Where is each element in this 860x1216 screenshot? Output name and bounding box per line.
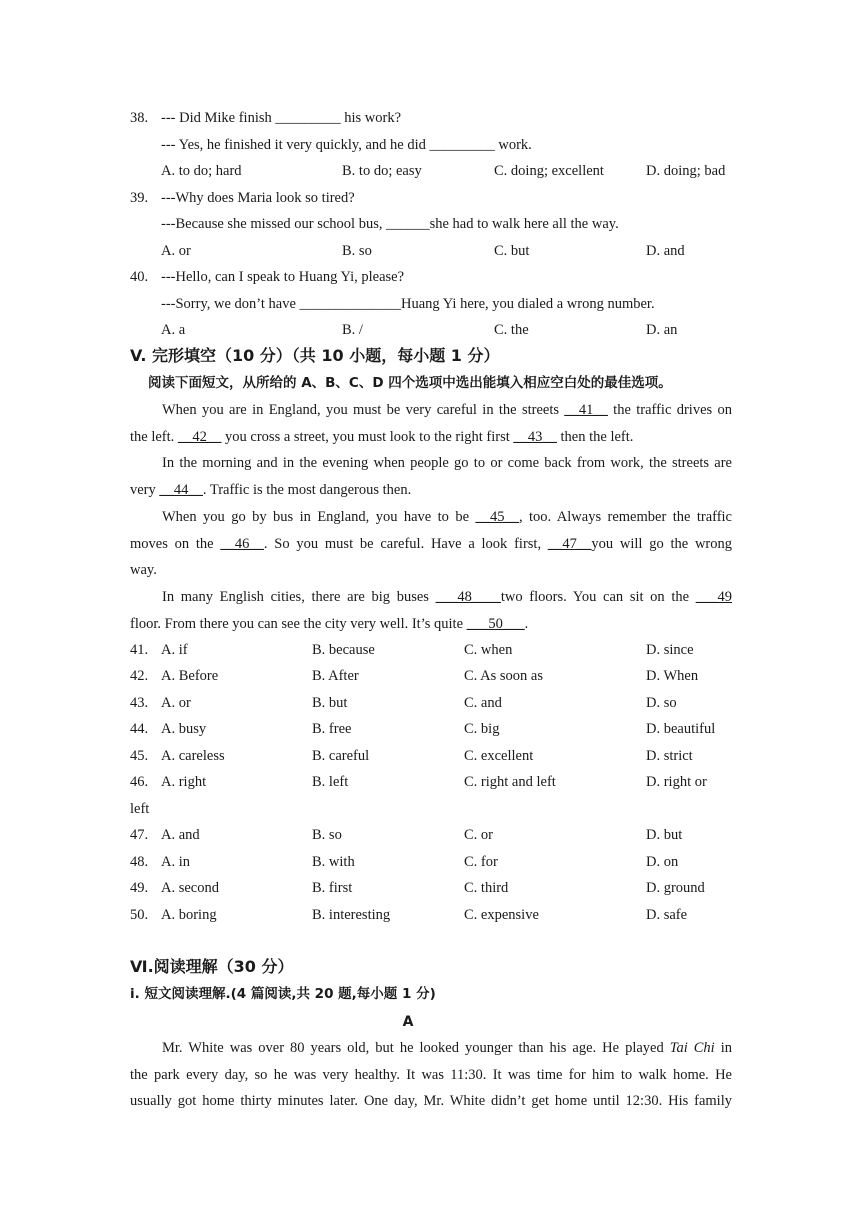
option-a: A. second — [161, 880, 219, 896]
question-number: 45. — [130, 748, 149, 764]
option-c: C. the — [494, 322, 529, 338]
question-number: 42. — [130, 668, 149, 684]
question-line: ---Hello, can I speak to Huang Yi, please? — [161, 269, 405, 285]
passage-line: the park every day, so he was very healthy. It was 11:30. It was time for him to walk home. He — [130, 1066, 732, 1083]
option-b: B. left — [312, 774, 349, 790]
option-b: B. because — [312, 642, 375, 658]
passage-line: Mr. White was over 80 years old, but he looked younger than his age. He played Tai Chi in — [162, 1040, 732, 1056]
option-c: C. right and left — [464, 774, 556, 790]
question-number: 48. — [130, 854, 149, 870]
option-d: D. and — [646, 243, 685, 259]
italic-term: Tai Chi — [669, 1040, 715, 1056]
option-b: B. interesting — [312, 907, 391, 923]
passage-line: usually got home thirty minutes later. One day, Mr. White didn’t get home until 12:30. His family — [130, 1093, 732, 1110]
question-number: 41. — [130, 642, 149, 658]
option-d: D. strict — [646, 748, 693, 764]
option-a: A. in — [161, 854, 190, 870]
passage-line: When you are in England, you must be very careful in the streets __41__ the traffic drives on — [162, 402, 732, 418]
blank-49: ___49 — [695, 588, 732, 605]
option-b: B. but — [312, 695, 348, 711]
blank-45: __45__ — [475, 508, 519, 525]
option-d: D. so — [646, 695, 677, 711]
question-line: ---Why does Maria look so tired? — [161, 190, 355, 206]
option-a: A. to do; hard — [161, 163, 242, 179]
option-c: C. or — [464, 827, 493, 843]
option-b: B. with — [312, 854, 355, 870]
option-c: C. third — [464, 880, 509, 896]
blank-43: __43__ — [513, 428, 557, 445]
option-d: D. an — [646, 322, 678, 338]
option-b: B. so — [312, 827, 342, 843]
option-d: D. doing; bad — [646, 163, 726, 179]
option-b: B. first — [312, 880, 353, 896]
option-c: C. As soon as — [464, 668, 543, 684]
option-a: A. right — [161, 774, 207, 790]
question-number: 39. — [130, 190, 149, 206]
passage-line: In many English cities, there are big buses ___48____two floors. You can sit on the ___49 — [162, 588, 732, 605]
blank-41: __41__ — [564, 402, 608, 418]
question-line: ---Sorry, we don’t have ______________Huang Yi here, you dialed a wrong number. — [161, 296, 655, 312]
option-c: C. but — [494, 243, 530, 259]
option-c: C. for — [464, 854, 498, 870]
question-number: 38. — [130, 110, 149, 126]
option-c: C. doing; excellent — [494, 163, 604, 179]
option-c: C. expensive — [464, 907, 539, 923]
passage-line: floor. From there you can see the city very well. It’s quite ___50___. — [130, 615, 529, 632]
blank-44: __44__ — [159, 482, 203, 499]
option-c: C. big — [464, 721, 500, 737]
question-number: 44. — [130, 721, 149, 737]
option-a: A. careless — [161, 748, 225, 764]
question-line: --- Yes, he finished it very quickly, and he did _________ work. — [161, 137, 532, 153]
option-c: C. excellent — [464, 748, 534, 764]
passage-line: moves on the __46__. So you must be careful. Have a look first, __47__you will go the wrong — [130, 535, 732, 552]
passage-line: the left. __42__ you cross a street, you must look to the right first __43__ then the left. — [130, 428, 634, 445]
passage-line: In the morning and in the evening when people go to or come back from work, the streets are — [162, 455, 732, 472]
option-d: D. right or — [646, 774, 707, 790]
option-b: B. so — [342, 243, 372, 259]
option-a: A. Before — [161, 668, 219, 684]
section-5-title: V. 完形填空（10 分）（共 10 小题，每小题 1 分） — [130, 346, 500, 365]
blank-46: __46__ — [220, 535, 264, 552]
cloze-passage — [130, 397, 732, 637]
question-number: 43. — [130, 695, 149, 711]
option-a: A. boring — [161, 907, 217, 923]
question-number: 49. — [130, 880, 149, 896]
section-5-instruction: 阅读下面短文，从所给的 A、B、C、D 四个选项中选出能填入相应空白处的最佳选项。 — [148, 375, 672, 391]
option-a: A. a — [161, 322, 186, 338]
option-b: B. / — [342, 322, 363, 338]
option-d: D. on — [646, 854, 679, 870]
question-line: --- Did Mike finish _________ his work? — [161, 110, 402, 126]
option-c: C. when — [464, 642, 513, 658]
question-line: ---Because she missed our school bus, ______she had to walk here all the way. — [161, 216, 619, 232]
blank-47: __47__ — [547, 535, 592, 552]
option-d: D. but — [646, 827, 683, 843]
option-d: D. When — [646, 668, 699, 684]
passage-line: way. — [130, 562, 157, 579]
option-d: D. since — [646, 642, 694, 658]
passage-label: A — [402, 1014, 414, 1030]
blank-50: ___50___ — [466, 615, 525, 632]
passage-line: When you go by bus in England, you have to be __45__, too. Always remember the traffic — [162, 508, 732, 525]
option-a: A. if — [161, 642, 188, 658]
option-c: C. and — [464, 695, 502, 711]
question-number: 46. — [130, 774, 149, 790]
passage-line: very __44__. Traffic is the most dangerous then. — [130, 482, 412, 499]
option-b: B. to do; easy — [342, 163, 422, 179]
option-b: B. free — [312, 721, 352, 737]
blank-42: __42__ — [177, 428, 222, 445]
reading-passage-a — [130, 1035, 732, 1115]
question-number: 40. — [130, 269, 149, 285]
section-6-subtitle: ⅰ. 短文阅读理解.(4 篇阅读,共 20 题,每小题 1 分) — [130, 986, 436, 1002]
question-number: 47. — [130, 827, 149, 843]
option-a: A. or — [161, 243, 191, 259]
blank-48: ___48____ — [435, 588, 501, 605]
option-d: D. safe — [646, 907, 688, 923]
option-d: D. beautiful — [646, 721, 716, 737]
option-a: A. or — [161, 695, 191, 711]
option-b: B. careful — [312, 748, 370, 764]
option-d: D. ground — [646, 880, 705, 896]
option-b: B. After — [312, 668, 359, 684]
option-d-continued: left — [130, 801, 150, 817]
question-number: 50. — [130, 907, 149, 923]
section-6-title: Ⅵ.阅读理解（30 分） — [130, 957, 294, 976]
option-a: A. and — [161, 827, 200, 843]
option-a: A. busy — [161, 721, 207, 737]
